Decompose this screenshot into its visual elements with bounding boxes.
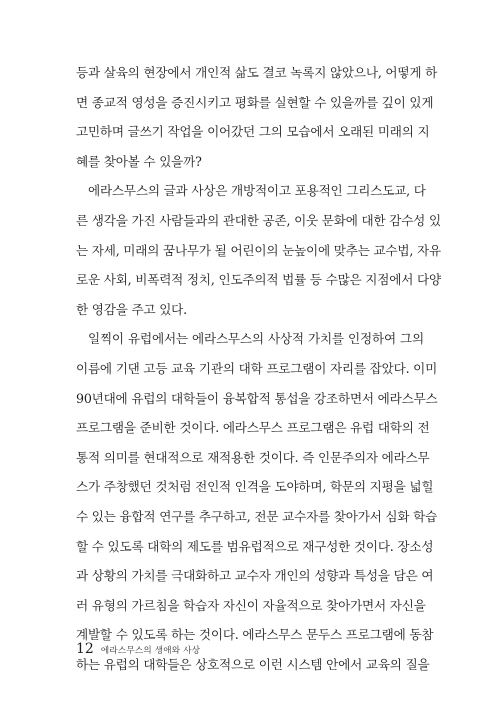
text-line: 혜를 찾아볼 수 있을까? <box>76 153 202 169</box>
paragraph-1 <box>76 58 438 176</box>
text-line: 프로그램을 준비한 것이다. 에라스무스 프로그램은 유럽 대학의 전 <box>76 420 430 436</box>
text-line: 일찍이 유럽에서는 에라스무스의 사상적 가치를 인정하여 그의 <box>88 331 424 347</box>
text-line: 하는 유럽의 대학들은 상호적으로 이런 시스템 안에서 교육의 질을 <box>76 656 430 672</box>
running-title: 에라스무스의 생애와 사상 <box>100 646 201 656</box>
text-line: 이름에 기댄 고등 교육 기관의 대학 프로그램이 자리를 잡았다. 이미 <box>76 360 438 376</box>
text-line: 는 자세, 미래의 꿈나무가 될 어린이의 눈높이에 맞추는 교수법, 자유 <box>76 242 441 258</box>
paragraph-3 <box>76 324 438 679</box>
text-line: 통적 의미를 현대적으로 재적용한 것이다. 즉 인문주의자 에라스무 <box>76 449 430 465</box>
text-line: 러 유형의 가르침을 학습자 자신이 자율적으로 찾아가면서 자신을 <box>76 597 426 613</box>
text-line: 스가 주창했던 것처럼 전인적 인격을 도야하며, 학문의 지평을 넓힐 <box>76 479 434 495</box>
text-line: 고민하며 글쓰기 작업을 이어갔던 그의 모습에서 오래된 미래의 지 <box>76 124 430 140</box>
text-line: 한 영감을 주고 있다. <box>76 301 187 317</box>
text-line: 로운 사회, 비폭력적 정치, 인도주의적 법률 등 수많은 지점에서 다양 <box>76 272 441 288</box>
text-line: 등과 살육의 현장에서 개인적 삶도 결코 녹록지 않았으나, 어떻게 하 <box>76 65 438 80</box>
paragraph-2 <box>76 176 441 324</box>
page-number: 12 <box>76 641 94 657</box>
text-line: 면 종교적 영성을 증진시키고 평화를 실현할 수 있을까를 깊이 있게 <box>76 94 434 110</box>
text-line: 계발할 수 있도록 하는 것이다. 에라스무스 문두스 프로그램에 동참 <box>76 627 434 643</box>
text-line: 과 상황의 가치를 극대화하고 교수자 개인의 성향과 특성을 담은 여 <box>76 568 434 584</box>
text-line: 른 생각을 가진 사람들과의 관대한 공존, 이웃 문화에 대한 감수성 있 <box>76 212 441 228</box>
page-footer <box>76 641 200 657</box>
text-line: 할 수 있도록 대학의 제도를 범유럽적으로 재구성한 것이다. 장소성 <box>76 538 434 554</box>
body-text <box>76 58 441 679</box>
text-line: 90년대에 유럽의 대학들이 융복합적 통섭을 강조하면서 에라스무스 <box>76 390 438 406</box>
text-line: 수 있는 융합적 연구를 추구하고, 전문 교수자를 찾아가서 심화 학습 <box>76 508 438 524</box>
text-line: 에라스무스의 글과 사상은 개방적이고 포용적인 그리스도교, 다 <box>88 183 426 199</box>
